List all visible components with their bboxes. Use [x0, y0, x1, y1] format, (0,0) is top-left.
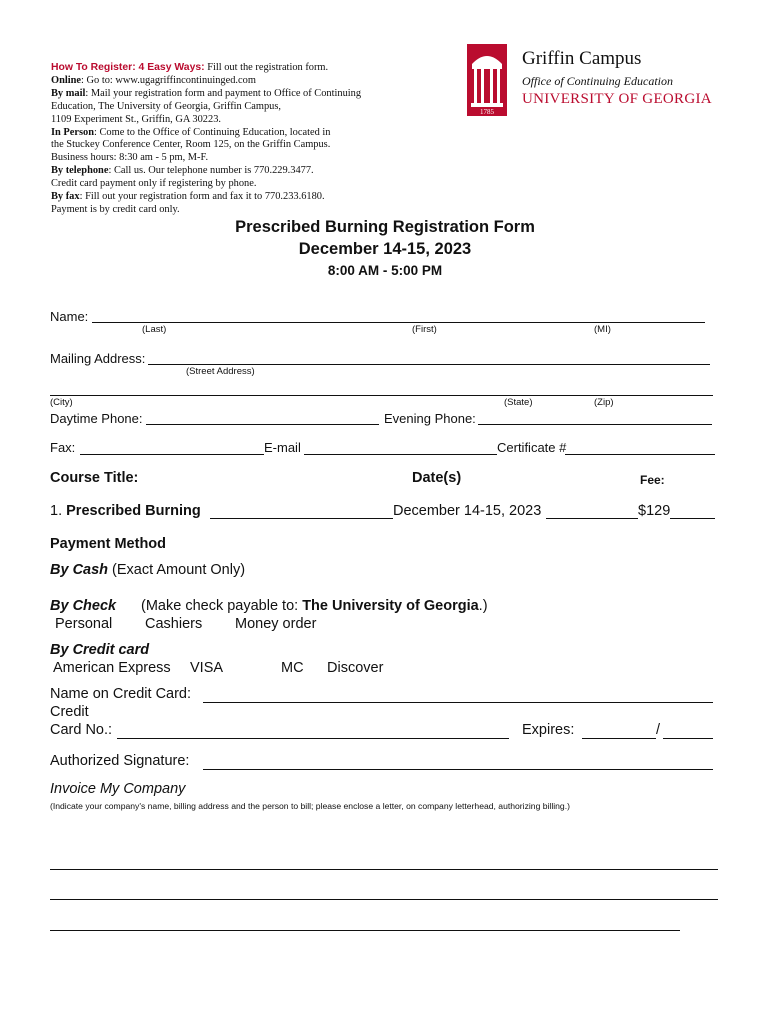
credit-card-option[interactable]: By Credit card — [50, 642, 150, 658]
event-time: 8:00 AM - 5:00 PM — [327, 263, 443, 278]
invoice-line-2[interactable] — [50, 899, 718, 900]
city-state-zip-field[interactable] — [50, 395, 713, 396]
mi-caption: (MI) — [594, 324, 611, 335]
evening-phone-label: Evening Phone: — [384, 411, 476, 426]
invoice-company-option[interactable]: Invoice My Company — [50, 781, 186, 797]
course-row: 1. Prescribed Burning — [50, 503, 201, 519]
dates-header: Date(s) — [412, 470, 462, 486]
check-cashiers[interactable]: Cashiers — [145, 616, 203, 632]
expires-year-field[interactable] — [663, 738, 713, 739]
fax-label: Fax: — [50, 440, 76, 455]
page-title: Prescribed Burning Registration Form — [235, 218, 535, 236]
street-caption: (Street Address) — [186, 366, 255, 377]
zip-caption: (Zip) — [594, 397, 614, 408]
certificate-label: Certificate # — [497, 440, 567, 455]
mailing-address-label: Mailing Address: — [50, 351, 146, 366]
event-dates: December 14-15, 2023 — [298, 240, 472, 258]
payment-method-heading: Payment Method — [50, 536, 167, 552]
invoice-note: (Indicate your company's name, billing address and the person to bill; please enclose a letter, on company letterhead, authorizing billing.) — [50, 801, 570, 811]
city-caption: (City) — [50, 397, 73, 408]
course-date: December 14-15, 2023 — [393, 503, 542, 519]
in-person-label: In Person — [51, 126, 95, 138]
last-caption: (Last) — [142, 324, 167, 335]
signature-label: Authorized Signature: — [50, 753, 190, 769]
campus-name: Griffin Campus — [522, 48, 642, 69]
fee-header: Fee: — [640, 473, 665, 487]
course-line-2 — [546, 518, 638, 519]
mail-label: By mail — [51, 87, 86, 99]
signature-field[interactable] — [203, 769, 713, 770]
uga-arch-logo-icon — [467, 44, 507, 116]
fax-field[interactable] — [80, 454, 264, 455]
check-personal[interactable]: Personal — [55, 616, 113, 632]
name-label: Name: — [50, 309, 89, 324]
expires-slash: / — [656, 722, 661, 738]
name-on-card-field[interactable] — [203, 702, 713, 703]
card-number-label: Card No.: — [50, 722, 113, 738]
logo-year: 1785 — [480, 108, 494, 116]
invoice-line-3[interactable] — [50, 930, 680, 931]
card-visa[interactable]: VISA — [190, 660, 224, 676]
daytime-phone-field[interactable] — [146, 424, 379, 425]
card-number-field[interactable] — [117, 738, 509, 739]
check-payable-note: (Make check payable to: The University of Georgia.) — [141, 598, 488, 614]
check-option[interactable]: By Check — [50, 598, 117, 614]
cash-option[interactable]: By Cash (Exact Amount Only) — [50, 562, 246, 578]
telephone-label: By telephone — [51, 165, 109, 177]
first-caption: (First) — [412, 324, 437, 335]
name-on-card-label: Name on Credit Card: — [50, 686, 192, 702]
expires-label: Expires: — [522, 722, 575, 738]
name-field[interactable] — [92, 322, 705, 323]
invoice-line-1[interactable] — [50, 869, 718, 870]
check-money-order[interactable]: Money order — [235, 616, 317, 632]
evening-phone-field[interactable] — [478, 424, 712, 425]
daytime-phone-label: Daytime Phone: — [50, 411, 143, 426]
course-line-1 — [210, 518, 393, 519]
course-name: Prescribed Burning — [66, 503, 201, 519]
email-label: E-mail — [264, 440, 301, 455]
fax-label: By fax — [51, 191, 80, 203]
credit-word: Credit — [50, 704, 89, 720]
online-label: Online — [51, 74, 82, 86]
certificate-field[interactable] — [565, 454, 715, 455]
instructions-heading: How To Register: 4 Easy Ways: — [51, 62, 205, 73]
card-amex[interactable]: American Express — [53, 660, 171, 676]
registration-instructions: How To Register: 4 Easy Ways: Fill out the registration form. Online: Go to: www.ugagriffincontinuinged.com By mail: Mail your registration form and payment to Office of Continuing Education, The University of Georgia, Griffin Campus, 1109 Experiment St., Griffin, GA 30223. In Person: Come to the Office of Continuing Education, located in the Stuckey Conference Center, Room 125, on the Griffin Campus. Business hours: 8:30 am - 5 pm, M-F. By telephone: Call us. Our telephone number is 770.229.3477. Credit card payment only if registering by phone. By fax: Fill out your registration form and fax it to 770.233.6180. Payment is by credit card only. — [51, 62, 362, 215]
course-fee: $129 — [638, 503, 671, 519]
course-title-header: Course Title: — [50, 470, 139, 486]
card-mc[interactable]: MC — [281, 660, 304, 676]
card-discover[interactable]: Discover — [327, 660, 384, 676]
email-field[interactable] — [304, 454, 497, 455]
expires-month-field[interactable] — [582, 738, 656, 739]
office-name: Office of Continuing Education — [522, 74, 673, 88]
course-line-3 — [670, 518, 715, 519]
university-name: UNIVERSITY OF GEORGIA — [522, 91, 712, 107]
state-caption: (State) — [504, 397, 533, 408]
street-address-field[interactable] — [148, 364, 710, 365]
